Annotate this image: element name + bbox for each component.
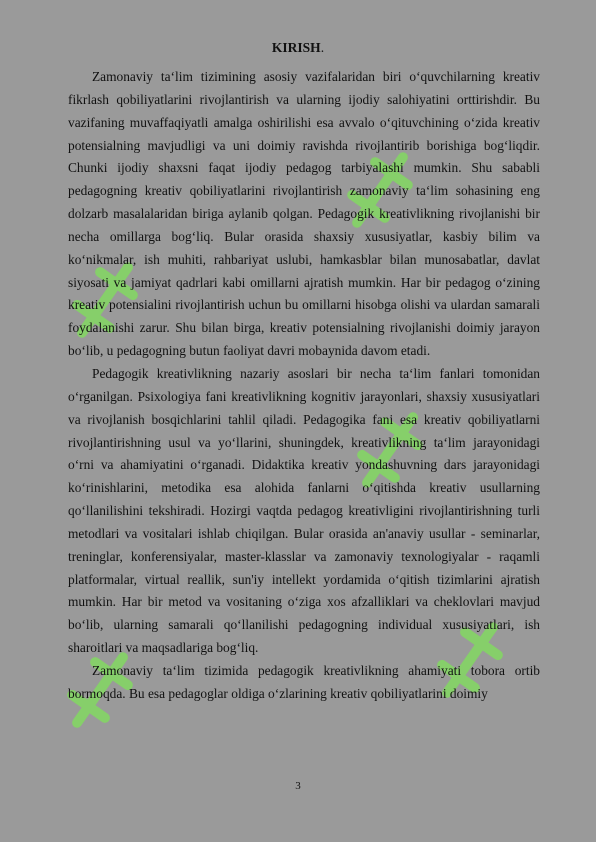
paragraph-3: Zamonaviy ta‘lim tizimida pedagogik kreativlikning ahamiyati tobora ortib bormoqda. Bu esa pedagoglar oldiga o‘zlarining kreativ qobiliyatlarini doimiy — [68, 662, 540, 701]
paragraph-1: Zamonaviy ta‘lim tizimining asosiy vazifalaridan biri o‘quvchilarning kreativ fikrlash qobiliyatlarini rivojlantirish va ularning ijodiy salohiyatini orttirishdir. Bu vazifaning muvaffaqiyatli amalga oshirilishi esa avvalo o‘qituvchining o‘zida kreativ potensialning mavjudligi va uni doimiy ravishda rivojlantirib borishiga bog‘liqdir. Chunki ijodiy shaxsni faqat ijodiy pedagog tarbiyalashi mumkin. Shu sababli pedagogning kreativ qobiliyatlarini rivojlantirish zamonaviy ta‘lim sohasining eng dolzarb masalalaridan biriga aylanib qolgan. Pedagogik kreativlikning rivojlanishi bir necha omillarga bog‘liq. Bular orasida shaxsiy xususiyatlar, kasbiy bilim va ko‘nikmalar, ish muhiti, rahbariyat uslubi, hamkasblar bilan munosabatlar, davlat siyosati va jamiyat qadrlari kabi omillarni ajratish mumkin. Har bir pedagog o‘zining kreativ potensialini rivojlantirish uchun bu omillarni hisobga olishi va ulardan samarali foydalanishi zarur. Shu bilan birga, kreativ potensialning rivojlanishi doimiy jarayon bo‘lib, u pedagogning butun faoliyat davri mobaynida davom etadi. — [68, 69, 540, 359]
title-period: . — [320, 40, 325, 55]
body-text — [68, 66, 540, 706]
title-text: KIRISH — [271, 40, 321, 55]
page-title — [0, 40, 596, 56]
paragraph-2: Pedagogik kreativlikning nazariy asoslari bir necha ta‘lim fanlari tomonidan o‘rganilgan. Psixologiya fani kreativlikning kognitiv jarayonlari, shaxsiy xususiyatlari va rivojlanish bosqichlarini tahlil qiladi. Pedagogika fani esa kreativ qobiliyatlarni rivojlantirishning usul va yo‘llarini, shuningdek, kreativlikning ta‘lim jarayonidagi o‘rni va ahamiyatini o‘rganadi. Didaktika kreativ yondashuvning dars jarayonidagi ko‘rinishlarini, metodika esa alohida fanlarni o‘qitishda kreativ usullarning qo‘llanilishini tekshiradi. Hozirgi vaqtda pedagog kreativligini rivojlantirishning turli metodlari va vositalari ishlab chiqilgan. Bular orasida an'anaviy usullar - seminarlar, treninglar, konferensiyalar, master-klasslar va zamonaviy texnologiyalar - raqamli platformalar, virtual reallik, sun'iy intellekt yordamida o‘qitish tizimlarini ajratish mumkin. Har bir metod va vositaning o‘ziga xos afzalliklari va cheklovlari mavjud bo‘lib, ularning samarali qo‘llanilishi pedagogning individual xususiyatlari, ish sharoitlari va maqsadlariga bog‘liq. — [68, 365, 540, 656]
page-number: 3 — [295, 780, 301, 792]
